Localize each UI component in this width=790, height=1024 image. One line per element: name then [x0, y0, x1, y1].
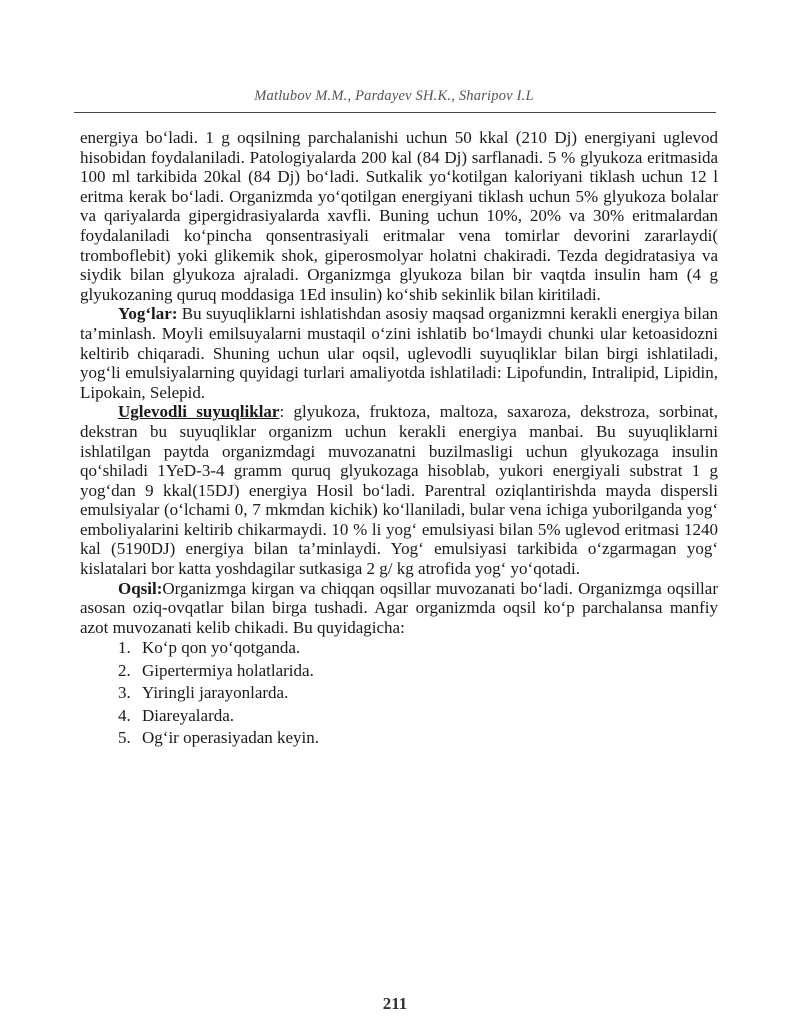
- list-item: 4. Diareyalarda.: [118, 705, 235, 725]
- carbs-text: : glyukoza, fruktoza, maltoza, saxaroza, dekstroza, sorbinat, dekstran bu suyuqliklar organizm uchun kerakli energiya manbai. Bu suyuqliklarni ishlatilgan paytda organizmdagi muvozanatni buzilmasligi uchun glyukozaga insulin qo‘shiladi 1YeD-3-4 gramm quruq glyukozaga hisoblab, yukori energiyali substrat 1 g yog‘dan 9 kkal(15DJ) energiya Hosil bo‘ladi. Parentral oziqlantirishda mayda dispersli emulsiyalar (o‘lchami 0, 7 mkmdan kichik) ko‘llaniladi, bular vena ichiga yuborilganda yog‘ emboliyalarini keltirib chikarmaydi. 10 % li yog‘ emulsiyasi bilan 5% uglevod eritmasi 1240 kal (5190DJ) energiya bilan ta’minlaydi. Yog‘ emulsiyasi tarkibida o‘zgarmagan yog‘ kislatalari bor katta yoshdagilar sutkasiga 2 g/ kg atrofida yog‘ yo‘qotadi.: [80, 402, 718, 579]
- paragraph-protein: [80, 579, 718, 638]
- list-item: 2. Gipertermiya holatlarida.: [118, 660, 314, 680]
- fats-heading: Yog‘lar:: [118, 304, 178, 324]
- page-number: 211: [382, 994, 408, 1013]
- paragraph-energy: energiya bo‘ladi. 1 g oqsilning parchalanishi uchun 50 kkal (210 Dj) energiyani uglevod hisobidan foydalaniladi. Patologiyalarda 200 kal (84 Dj) sarflanadi. 5 % glyukoza eritmasida 100 ml tarkibida 20kal (84 Dj) bo‘ladi. Sutkalik yo‘kotilgan kaloriyani tiklash uchun 12 l eritma kerak bo‘ladi. Organizmda yo‘qotilgan energiyani tiklash uchun 5% glyukoza bolalar va qariyalarda gipergidrasiyalarda xavfli. Buning uchun 10%, 20% va 30% eritmalardan foydalaniladi ko‘pincha qonsentrasiyali eritmalar vena tomirlar devorini zararlaydi( tromboflebit) yoki glikemik shok, giperosmolyar holatni chakiradi. Tezda degidratasiya va siydik bilan glyukoza ajraladi. Organizmga glyukoza bilan bir vaqtda insulin ham (4 g glyukozaning quruq moddasiga 1Ed insulin) ko‘shib sekinlik bilan kiritiladi.: [80, 128, 718, 304]
- carbs-heading: Uglevodli suyuqliklar: [118, 402, 280, 422]
- page-body: [80, 128, 718, 750]
- list-item: 5. Og‘ir operasiyadan keyin.: [118, 728, 320, 748]
- protein-text: Organizmga kirgan va chiqqan oqsillar muvozanati bo‘ladi. Organizmga oqsillar asosan oziq-ovqatlar bilan birga tushadi. Agar organizmda oqsil ko‘p parchalansa manfiy azot muvozanati kelib chikadi. Bu quyidagicha:: [80, 578, 718, 637]
- paragraph-carbohydrates: [80, 402, 718, 578]
- list-item: 1. Ko‘p qon yo‘qotganda.: [118, 638, 301, 658]
- list-item: 3. Yiringli jarayonlarda.: [118, 683, 289, 703]
- protein-loss-list: [80, 637, 718, 750]
- paragraph-fats: [80, 304, 718, 402]
- running-header: Matlubov M.M., Pardayev SH.K., Sharipov I.L: [254, 88, 534, 104]
- protein-heading: Oqsil:: [118, 578, 163, 598]
- fats-text: Bu suyuqliklarni ishlatishdan asosiy maqsad organizmni kerakli energiya bilan ta’minlash. Moyli emilsuyalarni mustaqil o‘zini ishlatib bo‘lmaydi chunki ular ketoasidozni keltirib chiqaradi. Shuning uchun ular oqsil, uglevodli suyuqliklar bilan birgi ishlatiladi, yog‘li emulsiyalarning quyidagi turlari amaliyotda ishlatiladi: Lipofundin, Intralipid, Lipidin, Lipokain, Selepid.: [80, 304, 718, 402]
- header-divider: [74, 112, 716, 113]
